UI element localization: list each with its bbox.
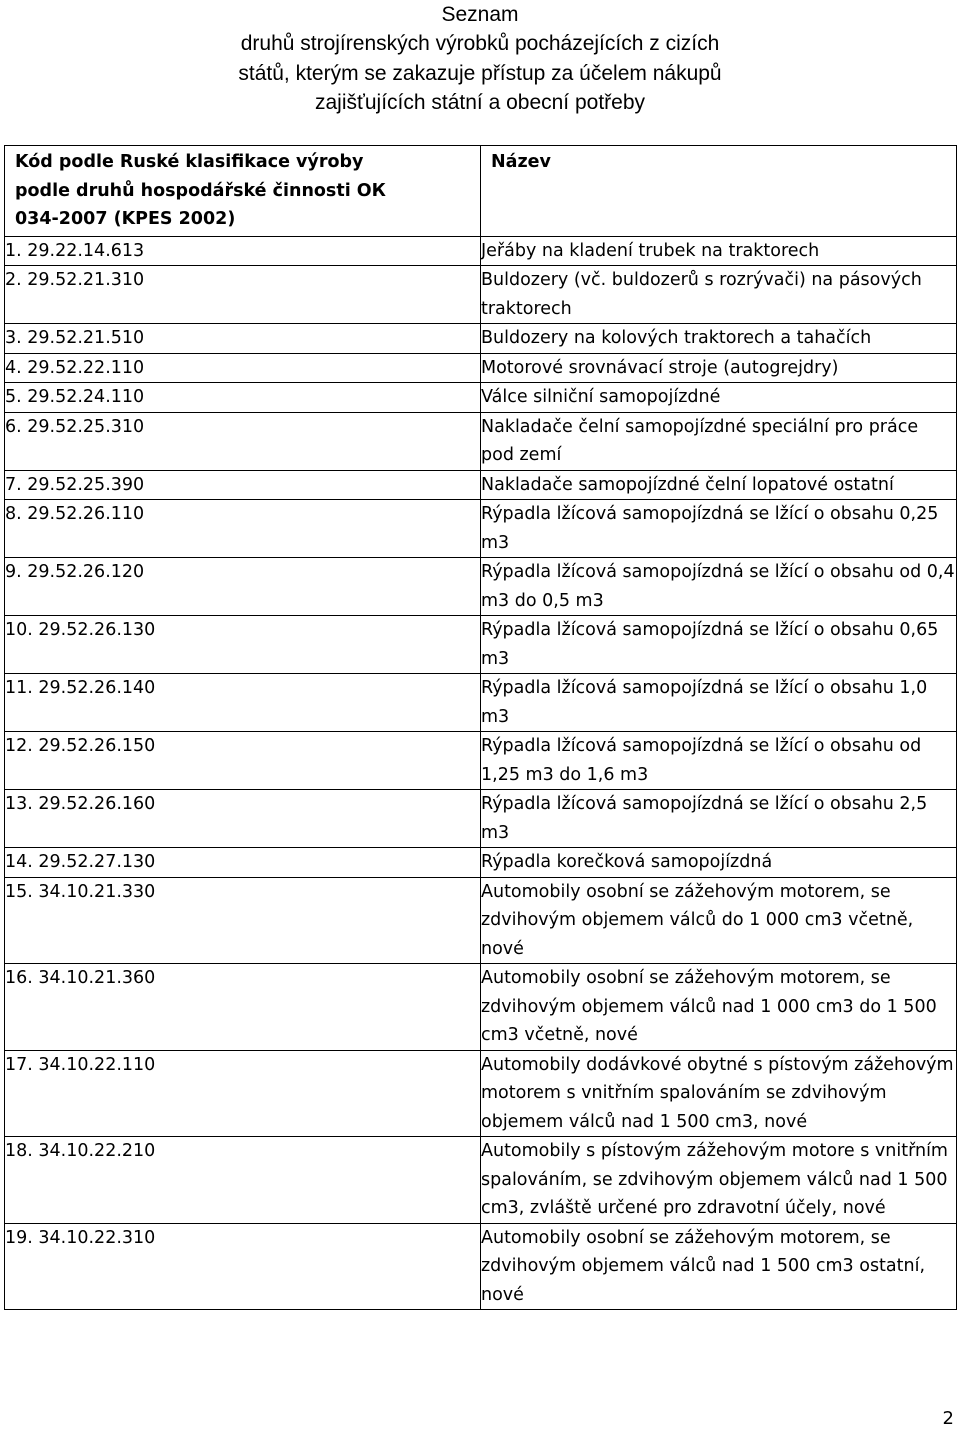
table-header-row [5,146,957,237]
header-code: Kód podle Ruské klasifikace výroby podle druhů hospodářské činnosti ОК 034-2007 (KPES 2002) [5,146,481,237]
row-name: Automobily dodávkové obytné s pístovým zážehovým motorem s vnitřním spalováním se zdvihovým objemem válců nad 1 500 cm3, nové [481,1050,957,1137]
row-name: Automobily s pístovým zážehovým motore s vnitřním spalováním, se zdvihovým objemem válců nad 1 500 cm3, zvláště určené pro zdravotní účely, nové [481,1137,957,1224]
table-row [5,236,957,266]
header-name: Název [481,146,957,237]
row-code: 17. 34.10.22.110 [5,1050,481,1137]
table-row [5,266,957,324]
table-row [5,383,957,413]
row-name: Jeřáby na kladení trubek na traktorech [481,236,957,266]
row-code: 10. 29.52.26.130 [5,616,481,674]
table-row [5,674,957,732]
document-subtitle-line-3: zajišťujících státní a obecní potřeby [314,91,646,114]
row-code: 8. 29.52.26.110 [5,500,481,558]
table-row [5,500,957,558]
row-code: 16. 34.10.21.360 [5,964,481,1051]
row-name: Rýpadla lžícová samopojízdná se lžící o obsahu 1,0 m3 [481,674,957,732]
row-name: Automobily osobní se zážehovým motorem, se zdvihovým objemem válců do 1 000 cm3 včetně, nové [481,877,957,964]
table-row [5,1050,957,1137]
page-number: 2 [942,1408,954,1429]
row-name: Rýpadla lžícová samopojízdná se lžící o obsahu 2,5 m3 [481,790,957,848]
document-title: Seznam [441,3,519,26]
row-code: 18. 34.10.22.210 [5,1137,481,1224]
row-name: Rýpadla lžícová samopojízdná se lžící o obsahu od 0,4 m3 do 0,5 m3 [481,558,957,616]
table-row [5,732,957,790]
table-row [5,616,957,674]
row-code: 15. 34.10.21.330 [5,877,481,964]
row-code: 19. 34.10.22.310 [5,1223,481,1310]
row-code: 4. 29.52.22.110 [5,353,481,383]
table-row [5,790,957,848]
row-code: 3. 29.52.21.510 [5,324,481,354]
document-subtitle-line-1: druhů strojírenských výrobků pocházejících z cizích [240,32,720,55]
row-name: Rýpadla lžícová samopojízdná se lžící o obsahu 0,65 m3 [481,616,957,674]
row-code: 9. 29.52.26.120 [5,558,481,616]
table-row [5,324,957,354]
row-name: Rýpadla lžícová samopojízdná se lžící o obsahu od 1,25 m3 do 1,6 m3 [481,732,957,790]
row-name: Nakladače čelní samopojízdné speciální pro práce pod zemí [481,412,957,470]
row-name: Buldozery (vč. buldozerů s rozrývači) na pásových traktorech [481,266,957,324]
table-row [5,964,957,1051]
row-name: Automobily osobní se zážehovým motorem, se zdvihovým objemem válců nad 1 500 cm3 ostatní, nové [481,1223,957,1310]
table-row [5,1137,957,1224]
table-row [5,412,957,470]
product-table [4,145,957,1310]
table-row [5,470,957,500]
row-code: 12. 29.52.26.150 [5,732,481,790]
row-code: 1. 29.22.14.613 [5,236,481,266]
row-name: Rýpadla korečková samopojízdná [481,848,957,878]
row-code: 6. 29.52.25.310 [5,412,481,470]
table-row [5,877,957,964]
row-code: 14. 29.52.27.130 [5,848,481,878]
row-code: 13. 29.52.26.160 [5,790,481,848]
table-row [5,848,957,878]
row-name: Motorové srovnávací stroje (autogrejdry) [481,353,957,383]
row-code: 5. 29.52.24.110 [5,383,481,413]
document-subtitle-line-2: států, kterým se zakazuje přístup za účelem nákupů [238,62,722,85]
row-name: Rýpadla lžícová samopojízdná se lžící o obsahu 0,25 m3 [481,500,957,558]
row-name: Automobily osobní se zážehovým motorem, se zdvihovým objemem válců nad 1 000 cm3 do 1 500 cm3 včetně, nové [481,964,957,1051]
row-name: Nakladače samopojízdné čelní lopatové ostatní [481,470,957,500]
table-row [5,353,957,383]
row-code: 11. 29.52.26.140 [5,674,481,732]
table-row [5,1223,957,1310]
row-name: Buldozery na kolových traktorech a tahačích [481,324,957,354]
row-code: 7. 29.52.25.390 [5,470,481,500]
row-code: 2. 29.52.21.310 [5,266,481,324]
table-row [5,558,957,616]
row-name: Válce silniční samopojízdné [481,383,957,413]
